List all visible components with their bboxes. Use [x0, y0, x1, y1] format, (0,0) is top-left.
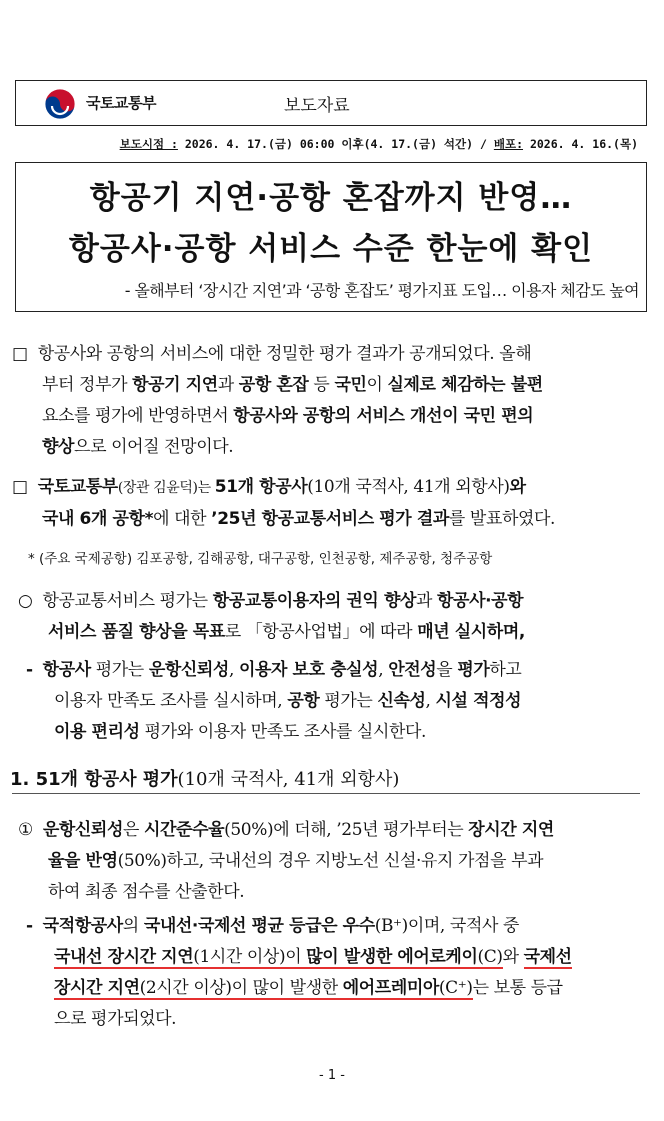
government-logo-icon [44, 88, 76, 120]
text: 평가는 [90, 660, 149, 680]
text: 로 「항공사업법」에 따라 [224, 622, 418, 642]
text: 과 [217, 375, 239, 395]
text-bold: 율을 반영 [48, 851, 118, 871]
text-bold: 와 [509, 477, 526, 497]
text: 항공교통서비스 평가는 [42, 591, 213, 611]
embargo-value: 2026. 4. 17.(금) 06:00 이후(4. 17.(금) 석간) / [184, 137, 487, 151]
headline-line-2: 항공사·공항 서비스 수준 한눈에 확인 [68, 231, 594, 267]
text-bold: 국토교통부 [37, 477, 118, 497]
text-bold: 국내선 장시간 지연 [54, 947, 194, 967]
text-bold: 공항 혼잡 [238, 375, 309, 395]
text: , [425, 691, 436, 711]
text: 를 발표하였다. [448, 509, 556, 529]
text: (2시간 이상)이 많이 발생한 [139, 978, 343, 998]
text: (1시간 이상)이 [193, 947, 307, 967]
section-heading-airlines [10, 765, 399, 791]
text: 이 [366, 375, 388, 395]
text-bold: 운항신뢰성 [148, 660, 229, 680]
distribution-value: 2026. 4. 16.(목) [529, 137, 638, 151]
text: , [378, 660, 389, 680]
text-bold: 매년 실시하며, [417, 622, 525, 642]
text-bold: 운항신뢰성 [42, 820, 123, 840]
square-bullet: □ [12, 344, 28, 364]
ministry-name: 국토교통부 [86, 94, 156, 112]
text: (C⁺) [438, 978, 473, 998]
text: 이용자 만족도 조사를 실시하며, [54, 691, 288, 711]
text-bold: 향상 [42, 437, 75, 457]
text: 의 [122, 916, 144, 936]
text-bold: 국내 6개 공항* [42, 509, 154, 529]
text: 하여 최종 점수를 산출한다. [48, 882, 245, 902]
number-bullet: ① [18, 820, 33, 840]
text-bold: 이용자 보호 충실성 [238, 660, 379, 680]
text-bold: 국제선 [523, 947, 572, 967]
text: 요소를 평가에 반영하면서 [42, 406, 234, 426]
text-bold: 실제로 체감하는 불편 [387, 375, 543, 395]
dash-bullet: - [26, 916, 33, 936]
paragraph-evaluation-criteria [26, 655, 652, 748]
section-divider [12, 793, 640, 794]
text: (50%)에 더해, ’25년 평가부터는 [224, 820, 469, 840]
text: (C) [477, 947, 503, 967]
text-bold: 에어프레미아 [342, 978, 439, 998]
square-bullet: □ [12, 477, 28, 497]
text: (B⁺)이며, 국적사 중 [374, 916, 520, 936]
text-bold: 항공사와 공항의 서비스 개선이 국민 편의 [233, 406, 534, 426]
text: 에 대한 [153, 509, 212, 529]
text-bold: 이용 편리성 [54, 722, 140, 742]
text-bold: 항공교통이용자의 권익 향상 [212, 591, 416, 611]
text-bold: 항공사·공항 [437, 591, 524, 611]
text: 평가와 이용자 만족도 조사를 실시한다. [139, 722, 427, 742]
highlight-underline [54, 978, 473, 1000]
text-bold: 국내선·국제선 평균 등급은 우수 [143, 916, 375, 936]
headline-line-1: 항공기 지연·공항 혼잡까지 반영… [89, 180, 573, 216]
text-bold: 항공기 지연 [132, 375, 218, 395]
text: 항공사와 공항의 서비스에 대한 정밀한 평가 결과가 공개되었다. 올해 [37, 344, 532, 364]
section-subtitle: (10개 국적사, 41개 외항사) [177, 769, 400, 790]
embargo-label: 보도시점 : [119, 137, 178, 151]
paragraph-announcement [12, 472, 652, 535]
text-bold: 시간준수율 [144, 820, 225, 840]
text-bold: 시설 적정성 [435, 691, 522, 711]
text: 평가는 [319, 691, 378, 711]
text-bold: 공항 [287, 691, 320, 711]
document-type: 보도자료 [284, 96, 350, 116]
text: 부터 정부가 [42, 375, 133, 395]
text: 으로 이어질 전망이다. [74, 437, 234, 457]
text: 등 [308, 375, 335, 395]
circle-bullet: ○ [18, 591, 33, 611]
text-bold: 장시간 지연 [54, 978, 140, 998]
footnote-airports: * (주요 국제공항) 김포공항, 김해공항, 대구공항, 인천공항, 제주공항, 청주공항 [28, 551, 493, 567]
text: (50%)하고, 국내선의 경우 지방노선 신설·유지 가점을 부과 [117, 851, 544, 871]
text-bold: 안전성 [388, 660, 437, 680]
text-bold: 51개 항공사 [214, 477, 308, 497]
text: 하고 [489, 660, 522, 680]
text-bold: 평가 [457, 660, 490, 680]
paragraph-intro [12, 339, 652, 463]
distribution-label: 배포: [493, 137, 524, 151]
text: (장관 김윤덕)는 [117, 480, 215, 496]
text: 과 [416, 591, 438, 611]
text-bold: 항공사 [42, 660, 91, 680]
paragraph-evaluation-purpose [18, 586, 652, 648]
text-bold: 장시간 지연 [468, 820, 554, 840]
text-bold: 국민 [334, 375, 367, 395]
text: 을 [436, 660, 458, 680]
highlight-underline [54, 947, 503, 969]
text-bold: ’25년 항공교통서비스 평가 결과 [211, 509, 449, 529]
paragraph-domestic-carriers [26, 911, 652, 1035]
dash-bullet: - [26, 660, 33, 680]
text-bold: 서비스 품질 향상을 목표 [48, 622, 225, 642]
text: 은 [122, 820, 145, 840]
text: 와 [502, 947, 524, 967]
page-number: - 1 - [319, 1068, 345, 1083]
text-bold: 국적항공사 [42, 916, 123, 936]
subheadline: - 올해부터 ‘장시간 지연’과 ‘공항 혼잡도’ 평가지표 도입… 이용자 체감도 높여 [124, 281, 639, 300]
paragraph-reliability [18, 815, 652, 908]
text: (10개 국적사, 41개 외항사) [307, 477, 510, 497]
text-bold: 신속성 [377, 691, 426, 711]
text: 으로 평가되었다. [54, 1009, 177, 1029]
text-bold: 많이 발생한 에어로케이 [306, 947, 478, 967]
embargo-line [120, 136, 638, 152]
text: 는 보통 등급 [472, 978, 563, 998]
section-title: 1. 51개 항공사 평가 [10, 769, 178, 790]
text: , [228, 660, 239, 680]
